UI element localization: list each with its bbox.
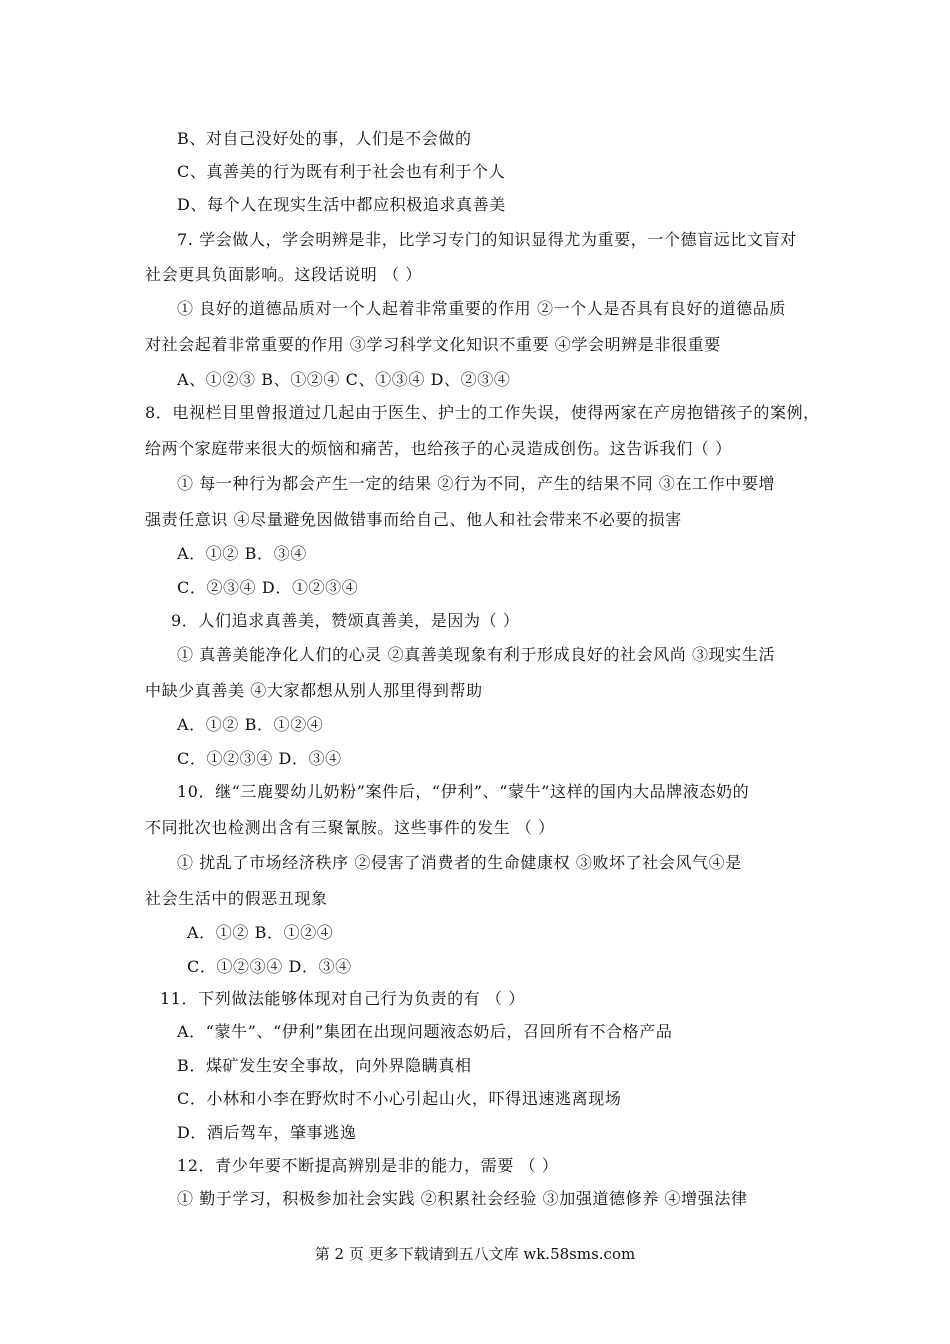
question-9-statements-line-2: 中缺少真善美 ④大家都想从别人那里得到帮助 (145, 681, 483, 700)
question-12: 12．青少年要不断提高辨别是非的能力，需要 （ ） (177, 1156, 559, 1175)
question-7-line-1: 7. 学会做人，学会明辨是非，比学习专门的知识显得尤为重要，一个德盲远比文盲对 (177, 230, 797, 249)
option-11c: C．小林和小李在野炊时不小心引起山火，吓得迅速逃离现场 (177, 1089, 622, 1108)
question-10-options-cd: C．①②③④ D．③④ (187, 957, 352, 976)
question-8-line-2: 给两个家庭带来很大的烦恼和痛苦，也给孩子的心灵造成创伤。这告诉我们（ ） (145, 439, 732, 458)
question-8-line-1: 8．电视栏目里曾报道过几起由于医生、护士的工作失误，使得两家在产房抱错孩子的案例， (145, 403, 820, 422)
question-8-statements-line-2: 强责任意识 ④尽量避免因做错事而给自己、他人和社会带来不必要的损害 (145, 510, 682, 529)
question-10-statements-line-1: ① 扰乱了市场经济秩序 ②侵害了消费者的生命健康权 ③败坏了社会风气④是 (177, 853, 742, 872)
question-11: 11．下列做法能够体现对自己行为负责的有 （ ） (160, 989, 525, 1008)
option-11d: D．酒后驾车，肇事逃逸 (177, 1123, 357, 1142)
question-9: 9．人们追求真善美，赞颂真善美，是因为（ ） (171, 611, 520, 630)
question-9-options-cd: C．①②③④ D．③④ (177, 749, 342, 768)
question-7-line-2: 社会更具负面影响。这段话说明 （ ） (145, 265, 422, 284)
option-6b: B、对自己没好处的事，人们是不会做的 (177, 129, 472, 148)
question-8-statements-line-1: ① 每一种行为都会产生一定的结果 ②行为不同，产生的结果不同 ③在工作中要增 (177, 474, 776, 493)
question-10-statements-line-2: 社会生活中的假恶丑现象 (145, 889, 328, 908)
question-8-options-cd: C．②③④ D．①②③④ (177, 578, 359, 597)
question-9-options-ab: A．①② B．①②④ (177, 715, 324, 734)
option-6d: D、每个人在现实生活中都应积极追求真善美 (177, 195, 506, 214)
page-footer: 第 2 页 更多下载请到五八文库 wk.58sms.com (314, 1245, 636, 1263)
question-9-statements-line-1: ① 真善美能净化人们的心灵 ②真善美现象有利于形成良好的社会风尚 ③现实生活 (177, 645, 776, 664)
question-10-options-ab: A．①② B．①②④ (187, 923, 334, 942)
option-11b: B．煤矿发生安全事故，向外界隐瞒真相 (177, 1056, 472, 1075)
question-8-options-ab: A．①② B．③④ (177, 544, 307, 563)
option-6c: C、真善美的行为既有利于社会也有利于个人 (177, 162, 506, 181)
question-12-statements-line-1: ① 勤于学习，积极参加社会实践 ②积累社会经验 ③加强道德修养 ④增强法律 (177, 1189, 748, 1208)
question-10-line-2: 不同批次也检测出含有三聚氰胺。这些事件的发生 （ ） (145, 818, 555, 837)
option-11a: A．“蒙牛”、“伊利”集团在出现问题液态奶后，召回所有不合格产品 (177, 1022, 673, 1041)
question-7-statements-line-2: 对社会起着非常重要的作用 ③学习科学文化知识不重要 ④学会明辨是非很重要 (145, 335, 721, 354)
question-7-options: A、①②③ B、①②④ C、①③④ D、②③④ (177, 370, 511, 389)
question-10-line-1: 10．继“三鹿婴幼儿奶粉”案件后，“伊利”、“蒙牛”这样的国内大品牌液态奶的 (177, 782, 750, 801)
question-7-statements-line-1: ① 良好的道德品质对一个人起着非常重要的作用 ②一个人是否具有良好的道德品质 (177, 299, 786, 318)
